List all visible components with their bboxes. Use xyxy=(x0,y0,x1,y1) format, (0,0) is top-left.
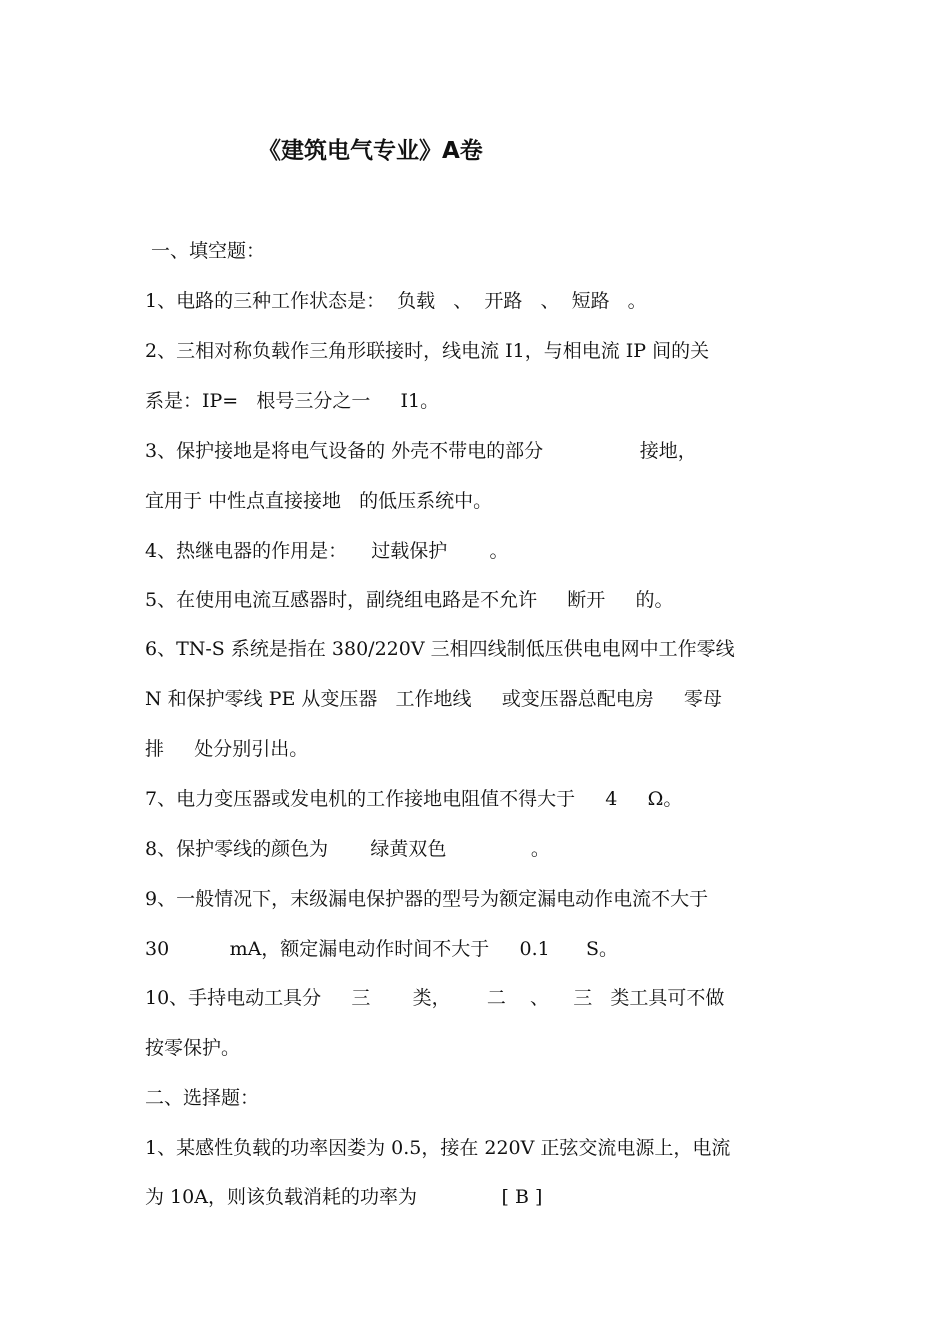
question-line: 按零保护。 xyxy=(145,1037,241,1059)
question-line: 10、手持电动工具分 三 类， 二 、 三 类工具可不做 xyxy=(145,987,725,1009)
question-line: 为 10A，则该负载消耗的功率为 [ B ] xyxy=(145,1186,543,1208)
question-line: 7、电力变压器或发电机的工作接地电阻值不得大于 4 Ω。 xyxy=(145,788,683,810)
question-line: 系是：IP= 根号三分之一 I1。 xyxy=(145,390,440,412)
question-line: 排 处分别引出。 xyxy=(145,738,309,760)
document-title: 《建筑电气专业》A卷 xyxy=(258,138,483,164)
section-heading-choice: 二、选择题： xyxy=(145,1087,260,1109)
question-line: 4、热继电器的作用是： 过载保护 。 xyxy=(145,540,509,562)
question-line: 30 mA，额定漏电动作时间不大于 0.1 S。 xyxy=(145,938,618,960)
question-line: 3、保护接地是将电气设备的 外壳不带电的部分 接地， xyxy=(145,440,697,462)
question-line: 宜用于 中性点直接接地 的低压系统中。 xyxy=(145,490,493,512)
question-line: 6、TN-S 系统是指在 380/220V 三相四线制低压供电电网中工作零线 xyxy=(145,638,735,660)
question-line: 8、保护零线的颜色为 绿黄双色 。 xyxy=(145,838,550,860)
section-heading-fill-in: 一、填空题： xyxy=(145,240,266,262)
question-line: N 和保护零线 PE 从变压器 工作地线 或变压器总配电房 零母 xyxy=(145,688,722,710)
question-line: 2、三相对称负载作三角形联接时，线电流 I1，与相电流 IP 间的关 xyxy=(145,340,710,362)
question-line: 5、在使用电流互感器时，副绕组电路是不允许 断开 的。 xyxy=(145,589,674,611)
question-line: 1、某感性负载的功率因娄为 0.5，接在 220V 正弦交流电源上，电流 xyxy=(145,1137,731,1159)
question-line: 1、电路的三种工作状态是： 负载 、 开路 、 短路 。 xyxy=(145,290,647,312)
question-line: 9、一般情况下，末级漏电保护器的型号为额定漏电动作电流不大于 xyxy=(145,888,709,910)
